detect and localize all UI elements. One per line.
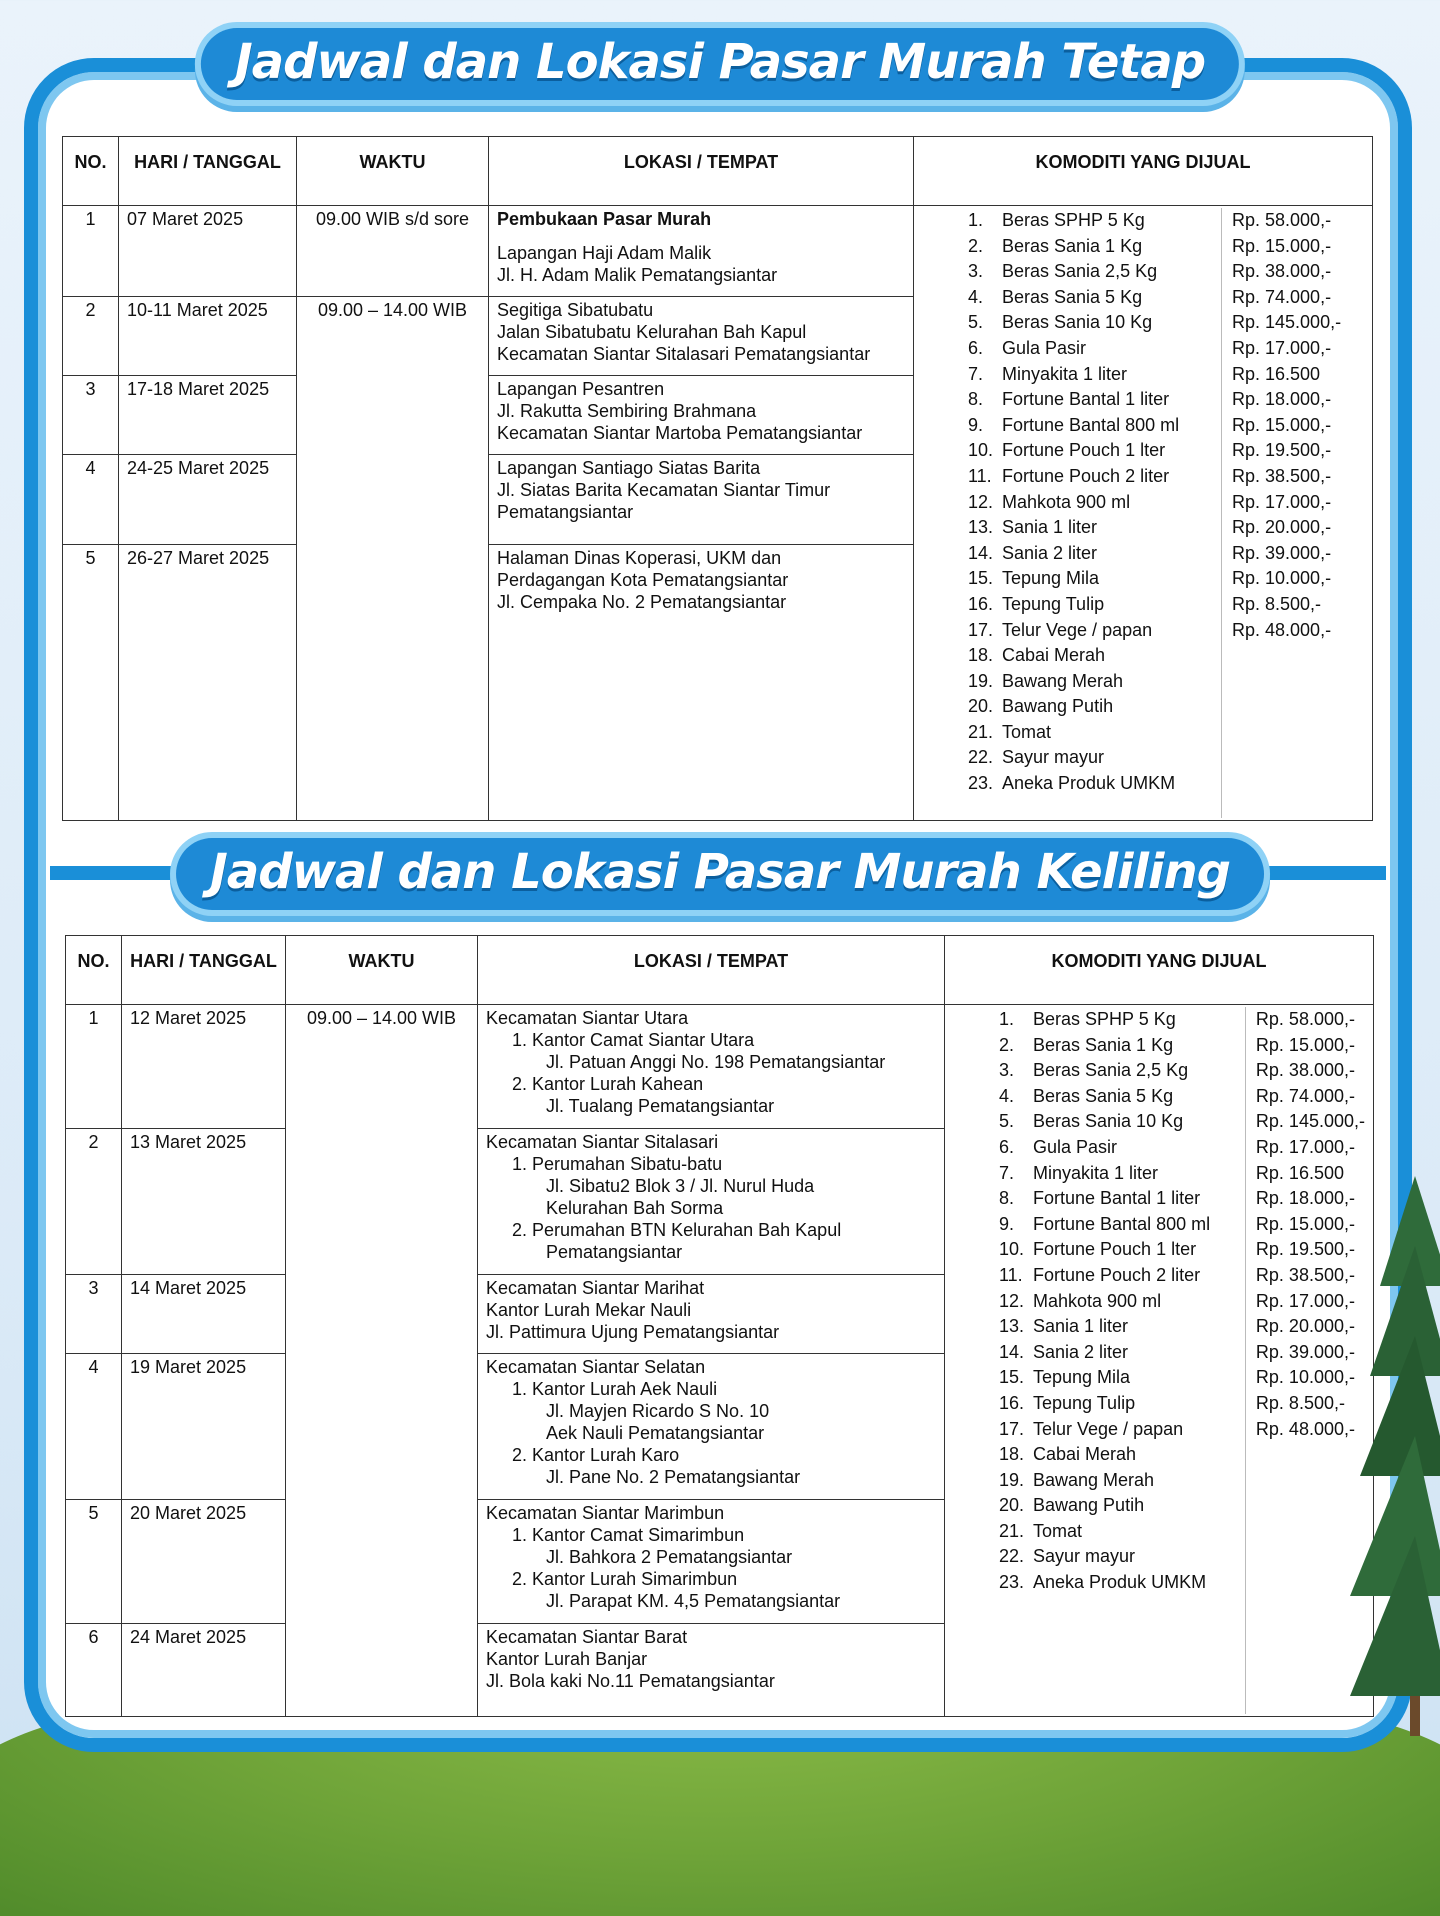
commodity-item: [968, 208, 1221, 234]
commodity-item: [968, 362, 1221, 388]
commodity-price: Rp. 19.500,-: [1255, 1239, 1355, 1260]
commodity-number: 6.: [999, 1136, 1015, 1157]
commodity-price: Rp. 17.000,-: [1255, 1290, 1355, 1311]
commodity-item: [999, 1212, 1245, 1238]
commodity-number: 4.: [999, 1085, 1015, 1106]
commodity-name: Fortune Bantal 1 liter: [1033, 1188, 1201, 1209]
commodity-name: Beras Sania 10 Kg: [1002, 312, 1153, 333]
commodity-item: [999, 1263, 1245, 1289]
commodity-name: Fortune Pouch 2 liter: [1002, 465, 1170, 486]
commodity-number: 8.: [999, 1188, 1015, 1209]
location-line: 2. Kantor Lurah Kahean: [512, 1074, 704, 1094]
row-no: 6: [66, 1624, 122, 1717]
commodity-name: Beras Sania 1 Kg: [1033, 1034, 1174, 1055]
commodity-item: [968, 413, 1221, 439]
location-line: Lapangan Pesantren: [497, 379, 665, 399]
commodity-name: Beras SPHP 5 Kg: [1002, 210, 1145, 230]
commodity-price: Rp. 15.000,-: [1232, 414, 1332, 435]
commodity-item: [999, 1135, 1245, 1161]
location-line: 1. Perumahan Sibatu-batu: [512, 1154, 723, 1174]
header-hari-tanggal: HARI / TANGGAL: [122, 936, 286, 1005]
header-komoditi: KOMODITI YANG DIJUAL: [914, 137, 1373, 206]
commodity-price: Rp. 8.500,-: [1232, 593, 1322, 614]
location-line: Pembukaan Pasar Murah: [497, 209, 712, 229]
row-location: [478, 1354, 945, 1500]
commodity-number: 19.: [999, 1469, 1025, 1490]
row-no: 1: [63, 206, 119, 297]
commodity-price: Rp. 17.000,-: [1232, 337, 1332, 358]
commodity-item: [999, 1161, 1245, 1187]
location-line: Jalan Sibatubatu Kelurahan Bah Kapul: [497, 322, 807, 342]
commodity-price: [1256, 1468, 1365, 1494]
commodity-item: [968, 387, 1221, 413]
location-line: Pematangsiantar: [546, 1242, 683, 1262]
header-no: NO.: [66, 936, 122, 1005]
row-location: [489, 297, 914, 376]
commodity-number: 7.: [999, 1162, 1015, 1183]
commodity-price: Rp. 15.000,-: [1255, 1034, 1355, 1055]
commodity-name: Bawang Putih: [1033, 1495, 1145, 1516]
commodity-number: 13.: [968, 517, 994, 538]
commodity-item: [999, 1442, 1245, 1468]
header-waktu: WAKTU: [286, 936, 478, 1005]
commodity-price: Rp. 15.000,-: [1232, 235, 1332, 256]
table-header-row: [66, 936, 1374, 1005]
commodity-price: Rp. 38.000,-: [1232, 261, 1332, 282]
commodity-name: Fortune Pouch 2 liter: [1033, 1264, 1201, 1285]
commodity-name: Sania 1 liter: [1002, 517, 1098, 538]
location-line: Kecamatan Siantar Marimbun: [486, 1503, 725, 1523]
commodity-number: 17.: [999, 1418, 1025, 1439]
location-line: Kecamatan Siantar Utara: [486, 1008, 689, 1028]
commodity-name: Beras Sania 10 Kg: [1033, 1111, 1184, 1132]
commodity-item: [968, 771, 1221, 797]
commodity-cell: [945, 1005, 1374, 1717]
commodity-name: Beras Sania 2,5 Kg: [1002, 261, 1158, 282]
commodity-price: Rp. 8.500,-: [1255, 1392, 1345, 1413]
header-lokasi: LOKASI / TEMPAT: [478, 936, 945, 1005]
commodity-number: 21.: [968, 721, 994, 742]
commodity-name: Tepung Mila: [1033, 1367, 1131, 1388]
commodity-number: 9.: [968, 414, 984, 435]
row-no: 3: [63, 376, 119, 455]
commodity-number: 6.: [968, 337, 984, 358]
title-banner-tetap: Jadwal dan Lokasi Pasar Murah Tetap: [201, 28, 1239, 100]
commodity-price: [1256, 1519, 1365, 1545]
commodity-item: [999, 1468, 1245, 1494]
commodity-price: [1232, 669, 1341, 695]
commodity-number: 4.: [968, 286, 984, 307]
location-line: Jl. Siatas Barita Kecamatan Siantar Timur: [497, 480, 831, 500]
table-row: [63, 206, 1373, 297]
commodity-number: 5.: [999, 1111, 1015, 1132]
row-no: 5: [63, 545, 119, 821]
commodity-item: [968, 694, 1221, 720]
commodity-cell: [914, 206, 1373, 821]
commodity-name: Bawang Merah: [1033, 1469, 1155, 1490]
commodity-name: Fortune Pouch 1 lter: [1002, 440, 1166, 461]
commodity-price: [1232, 720, 1341, 746]
commodity-number: 20.: [999, 1495, 1025, 1516]
commodity-name: Sania 1 liter: [1033, 1316, 1129, 1337]
location-line: Halaman Dinas Koperasi, UKM dan: [497, 548, 782, 568]
commodity-name: Tomat: [1033, 1520, 1083, 1541]
row-location: [489, 376, 914, 455]
commodity-name: Cabai Merah: [1002, 645, 1106, 666]
commodity-price: [1256, 1442, 1365, 1468]
commodity-number: 14.: [999, 1341, 1025, 1362]
commodity-number: 23.: [968, 773, 994, 794]
commodity-price: Rp. 39.000,-: [1255, 1341, 1355, 1362]
commodity-number: 3.: [999, 1060, 1015, 1081]
commodity-name: Beras Sania 1 Kg: [1002, 235, 1143, 256]
commodity-names: [953, 1007, 1246, 1714]
commodity-item: [968, 490, 1221, 516]
row-date: 26-27 Maret 2025: [119, 545, 297, 821]
commodity-name: Beras Sania 5 Kg: [1033, 1085, 1174, 1106]
row-date: 13 Maret 2025: [122, 1129, 286, 1275]
commodity-item: [999, 1314, 1245, 1340]
commodity-name: Beras Sania 5 Kg: [1002, 286, 1143, 307]
row-time: 09.00 – 14.00 WIB: [297, 297, 489, 821]
commodity-item: [999, 1391, 1245, 1417]
commodity-number: 22.: [999, 1546, 1025, 1567]
location-line: Kecamatan Siantar Martoba Pematangsiantar: [497, 423, 863, 443]
row-no: 5: [66, 1500, 122, 1624]
row-date: 24-25 Maret 2025: [119, 455, 297, 545]
commodity-prices: [1246, 1007, 1365, 1714]
commodity-item: [968, 285, 1221, 311]
commodity-price: Rp. 19.500,-: [1232, 440, 1332, 461]
commodity-item: [999, 1109, 1245, 1135]
commodity-item: [999, 1570, 1245, 1596]
commodity-item: [999, 1084, 1245, 1110]
header-hari-tanggal: HARI / TANGGAL: [119, 137, 297, 206]
commodity-number: 8.: [968, 389, 984, 410]
commodity-name: Gula Pasir: [1002, 337, 1087, 358]
commodity-name: Fortune Bantal 800 ml: [1002, 414, 1180, 435]
commodity-price: Rp. 38.500,-: [1232, 465, 1332, 486]
commodity-price: Rp. 58.000,-: [1255, 1009, 1355, 1029]
commodity-number: 22.: [968, 747, 994, 768]
commodity-price: Rp. 15.000,-: [1255, 1213, 1355, 1234]
commodity-item: [968, 234, 1221, 260]
commodity-item: [999, 1033, 1245, 1059]
commodity-price: Rp. 48.000,-: [1232, 619, 1332, 640]
row-time: 09.00 – 14.00 WIB: [286, 1005, 478, 1717]
row-date: 20 Maret 2025: [122, 1500, 286, 1624]
location-line: Jl. Bola kaki No.11 Pematangsiantar: [486, 1671, 775, 1691]
commodity-item: [968, 720, 1221, 746]
row-date: 12 Maret 2025: [122, 1005, 286, 1129]
location-line: Lapangan Haji Adam Malik: [497, 243, 712, 263]
schedule-table-keliling: [65, 935, 1374, 1717]
location-line: 1. Kantor Camat Simarimbun: [512, 1525, 745, 1545]
commodity-name: Sayur mayur: [1002, 747, 1105, 768]
row-date: 24 Maret 2025: [122, 1624, 286, 1717]
commodity-price: Rp. 10.000,-: [1255, 1367, 1355, 1388]
table-header-row: [63, 137, 1373, 206]
commodity-number: 17.: [968, 619, 994, 640]
commodity-number: 10.: [999, 1239, 1025, 1260]
commodity-number: 12.: [999, 1290, 1025, 1311]
commodity-price: Rp. 145.000,-: [1232, 312, 1342, 333]
commodity-name: Fortune Pouch 1 lter: [1033, 1239, 1197, 1260]
commodity-item: [999, 1519, 1245, 1545]
commodity-number: 1.: [999, 1009, 1015, 1029]
location-line: Jl. Mayjen Ricardo S No. 10: [546, 1401, 770, 1421]
title-banner-keliling: Jadwal dan Lokasi Pasar Murah Keliling: [176, 838, 1264, 910]
location-line: 2. Kantor Lurah Karo: [512, 1445, 680, 1465]
location-line: Kecamatan Siantar Sitalasari: [486, 1132, 719, 1152]
commodity-item: [968, 336, 1221, 362]
commodity-name: Sayur mayur: [1033, 1546, 1136, 1567]
commodity-number: 15.: [968, 568, 994, 589]
row-no: 2: [66, 1129, 122, 1275]
commodity-price: Rp. 39.000,-: [1232, 542, 1332, 563]
commodity-price: Rp. 20.000,-: [1232, 517, 1332, 538]
table-row: [66, 1005, 1374, 1129]
commodity-name: Beras Sania 2,5 Kg: [1033, 1060, 1189, 1081]
commodity-name: Tepung Tulip: [1033, 1392, 1136, 1413]
commodity-price: [1232, 694, 1341, 720]
commodity-name: Gula Pasir: [1033, 1136, 1118, 1157]
commodity-number: 3.: [968, 261, 984, 282]
location-line: Jl. Pattimura Ujung Pematangsiantar: [486, 1322, 780, 1342]
location-line: Kelurahan Bah Sorma: [546, 1198, 724, 1218]
location-line: Jl. Pane No. 2 Pematangsiantar: [546, 1467, 801, 1487]
commodity-list-keliling: [953, 1007, 1365, 1714]
location-line: Jl. H. Adam Malik Pematangsiantar: [497, 265, 778, 285]
commodity-item: [968, 643, 1221, 669]
commodity-price: Rp. 38.500,-: [1255, 1264, 1355, 1285]
commodity-name: Aneka Produk UMKM: [1033, 1572, 1207, 1593]
schedule-table-tetap: [62, 136, 1373, 821]
commodity-price: [1232, 643, 1341, 669]
location-line: Jl. Bahkora 2 Pematangsiantar: [546, 1547, 793, 1567]
row-no: 4: [66, 1354, 122, 1500]
commodity-price: Rp. 16.500: [1255, 1162, 1344, 1183]
commodity-price: [1256, 1493, 1365, 1519]
commodity-names: [922, 208, 1222, 818]
row-no: 1: [66, 1005, 122, 1129]
commodity-item: [968, 438, 1221, 464]
commodity-name: Aneka Produk UMKM: [1002, 773, 1176, 794]
commodity-number: 1.: [968, 210, 984, 230]
row-no: 3: [66, 1275, 122, 1354]
commodity-item: [999, 1186, 1245, 1212]
row-location: [478, 1624, 945, 1717]
commodity-number: 16.: [968, 593, 994, 614]
commodity-price: Rp. 20.000,-: [1255, 1316, 1355, 1337]
location-line: Lapangan Santiago Siatas Barita: [497, 458, 761, 478]
location-line: 1. Kantor Camat Siantar Utara: [512, 1030, 755, 1050]
commodity-item: [999, 1365, 1245, 1391]
commodity-name: Bawang Putih: [1002, 696, 1114, 717]
location-line: Jl. Cempaka No. 2 Pematangsiantar: [497, 592, 787, 612]
commodity-item: [968, 592, 1221, 618]
location-line: 1. Kantor Lurah Aek Nauli: [512, 1379, 718, 1399]
commodity-name: Telur Vege / papan: [1033, 1418, 1184, 1439]
commodity-price: [1232, 771, 1341, 797]
commodity-price: Rp. 58.000,-: [1232, 210, 1332, 230]
commodity-name: Beras SPHP 5 Kg: [1033, 1009, 1176, 1029]
row-location: [478, 1129, 945, 1275]
header-no: NO.: [63, 137, 119, 206]
commodity-price: [1232, 745, 1341, 771]
commodity-name: Minyakita 1 liter: [1002, 363, 1128, 384]
row-location: [478, 1275, 945, 1354]
row-location: [478, 1005, 945, 1129]
location-line: Perdagangan Kota Pematangsiantar: [497, 570, 789, 590]
commodity-item: [968, 669, 1221, 695]
location-line: Jl. Sibatu2 Blok 3 / Jl. Nurul Huda: [546, 1176, 815, 1196]
row-date: 10-11 Maret 2025: [119, 297, 297, 376]
commodity-price: [1256, 1544, 1365, 1570]
row-location: [478, 1500, 945, 1624]
commodity-number: 9.: [999, 1213, 1015, 1234]
commodity-name: Fortune Bantal 1 liter: [1002, 389, 1170, 410]
commodity-item: [999, 1340, 1245, 1366]
commodity-name: Tomat: [1002, 721, 1052, 742]
location-line: Kecamatan Siantar Sitalasari Pematangsiantar: [497, 344, 871, 364]
commodity-list-tetap: [922, 208, 1364, 818]
commodity-number: 5.: [968, 312, 984, 333]
commodity-number: 7.: [968, 363, 984, 384]
commodity-item: [999, 1007, 1245, 1033]
commodity-item: [968, 566, 1221, 592]
commodity-number: 18.: [999, 1444, 1025, 1465]
commodity-price: [1256, 1570, 1365, 1596]
commodity-item: [999, 1289, 1245, 1315]
commodity-number: 16.: [999, 1392, 1025, 1413]
commodity-number: 15.: [999, 1367, 1025, 1388]
location-line: Segitiga Sibatubatu: [497, 300, 654, 320]
commodity-name: Mahkota 900 ml: [1033, 1290, 1162, 1311]
commodity-price: Rp. 17.000,-: [1232, 491, 1332, 512]
header-waktu: WAKTU: [297, 137, 489, 206]
commodity-name: Minyakita 1 liter: [1033, 1162, 1159, 1183]
commodity-item: [999, 1544, 1245, 1570]
commodity-item: [968, 541, 1221, 567]
commodity-number: 14.: [968, 542, 994, 563]
commodity-number: 23.: [999, 1572, 1025, 1593]
pine-tree-icon: [1350, 1176, 1440, 1736]
commodity-item: [968, 618, 1221, 644]
commodity-name: Tepung Mila: [1002, 568, 1100, 589]
commodity-number: 12.: [968, 491, 994, 512]
commodity-price: Rp. 74.000,-: [1255, 1085, 1355, 1106]
commodity-price: Rp. 38.000,-: [1255, 1060, 1355, 1081]
commodity-name: Tepung Tulip: [1002, 593, 1105, 614]
commodity-name: Cabai Merah: [1033, 1444, 1137, 1465]
commodity-price: Rp. 48.000,-: [1255, 1418, 1355, 1439]
commodity-number: 13.: [999, 1316, 1025, 1337]
location-line: Jl. Rakutta Sembiring Brahmana: [497, 401, 757, 421]
location-line: Kantor Lurah Mekar Nauli: [486, 1300, 692, 1320]
location-line: Pematangsiantar: [497, 502, 634, 522]
row-date: 17-18 Maret 2025: [119, 376, 297, 455]
location-line: Kecamatan Siantar Marihat: [486, 1278, 705, 1298]
location-line: 2. Kantor Lurah Simarimbun: [512, 1569, 738, 1589]
commodity-number: 21.: [999, 1520, 1025, 1541]
commodity-price: Rp. 16.500: [1232, 363, 1321, 384]
header-komoditi: KOMODITI YANG DIJUAL: [945, 936, 1374, 1005]
commodity-price: Rp. 17.000,-: [1255, 1136, 1355, 1157]
row-date: 19 Maret 2025: [122, 1354, 286, 1500]
commodity-name: Bawang Merah: [1002, 670, 1124, 691]
location-line: 2. Perumahan BTN Kelurahan Bah Kapul: [512, 1220, 842, 1240]
commodity-number: 10.: [968, 440, 994, 461]
row-date: 14 Maret 2025: [122, 1275, 286, 1354]
commodity-name: Telur Vege / papan: [1002, 619, 1153, 640]
commodity-number: 18.: [968, 645, 994, 666]
location-line: Jl. Tualang Pematangsiantar: [546, 1096, 775, 1116]
commodity-name: Sania 2 liter: [1002, 542, 1098, 563]
location-line: Aek Nauli Pematangsiantar: [546, 1423, 765, 1443]
location-line: Kecamatan Siantar Barat: [486, 1627, 688, 1647]
row-time: 09.00 WIB s/d sore: [297, 206, 489, 297]
commodity-number: 20.: [968, 696, 994, 717]
location-line: Jl. Patuan Anggi No. 198 Pematangsiantar: [546, 1052, 886, 1072]
commodity-item: [999, 1237, 1245, 1263]
commodity-item: [999, 1417, 1245, 1443]
commodity-item: [999, 1493, 1245, 1519]
location-line: Kecamatan Siantar Selatan: [486, 1357, 706, 1377]
commodity-price: Rp. 18.000,-: [1255, 1188, 1355, 1209]
commodity-number: 2.: [999, 1034, 1015, 1055]
commodity-item: [968, 745, 1221, 771]
commodity-item: [968, 464, 1221, 490]
commodity-item: [968, 310, 1221, 336]
commodity-name: Mahkota 900 ml: [1002, 491, 1131, 512]
commodity-number: 11.: [999, 1264, 1023, 1285]
row-no: 4: [63, 455, 119, 545]
header-lokasi: LOKASI / TEMPAT: [489, 137, 914, 206]
commodity-price: Rp. 145.000,-: [1255, 1111, 1365, 1132]
row-date: 07 Maret 2025: [119, 206, 297, 297]
commodity-name: Sania 2 liter: [1033, 1341, 1129, 1362]
commodity-name: Fortune Bantal 800 ml: [1033, 1213, 1211, 1234]
commodity-number: 19.: [968, 670, 994, 691]
commodity-item: [999, 1058, 1245, 1084]
commodity-number: 2.: [968, 235, 984, 256]
location-spacer: [497, 230, 905, 242]
location-line: Kantor Lurah Banjar: [486, 1649, 648, 1669]
commodity-price: Rp. 18.000,-: [1232, 389, 1332, 410]
commodity-number: 11.: [968, 465, 992, 486]
commodity-item: [968, 259, 1221, 285]
commodity-item: [968, 515, 1221, 541]
commodity-price: Rp. 74.000,-: [1232, 286, 1332, 307]
row-location: [489, 206, 914, 297]
row-location: [489, 545, 914, 821]
commodity-price: Rp. 10.000,-: [1232, 568, 1332, 589]
commodity-prices: [1222, 208, 1341, 818]
row-no: 2: [63, 297, 119, 376]
location-line: Jl. Parapat KM. 4,5 Pematangsiantar: [546, 1591, 841, 1611]
row-location: [489, 455, 914, 545]
